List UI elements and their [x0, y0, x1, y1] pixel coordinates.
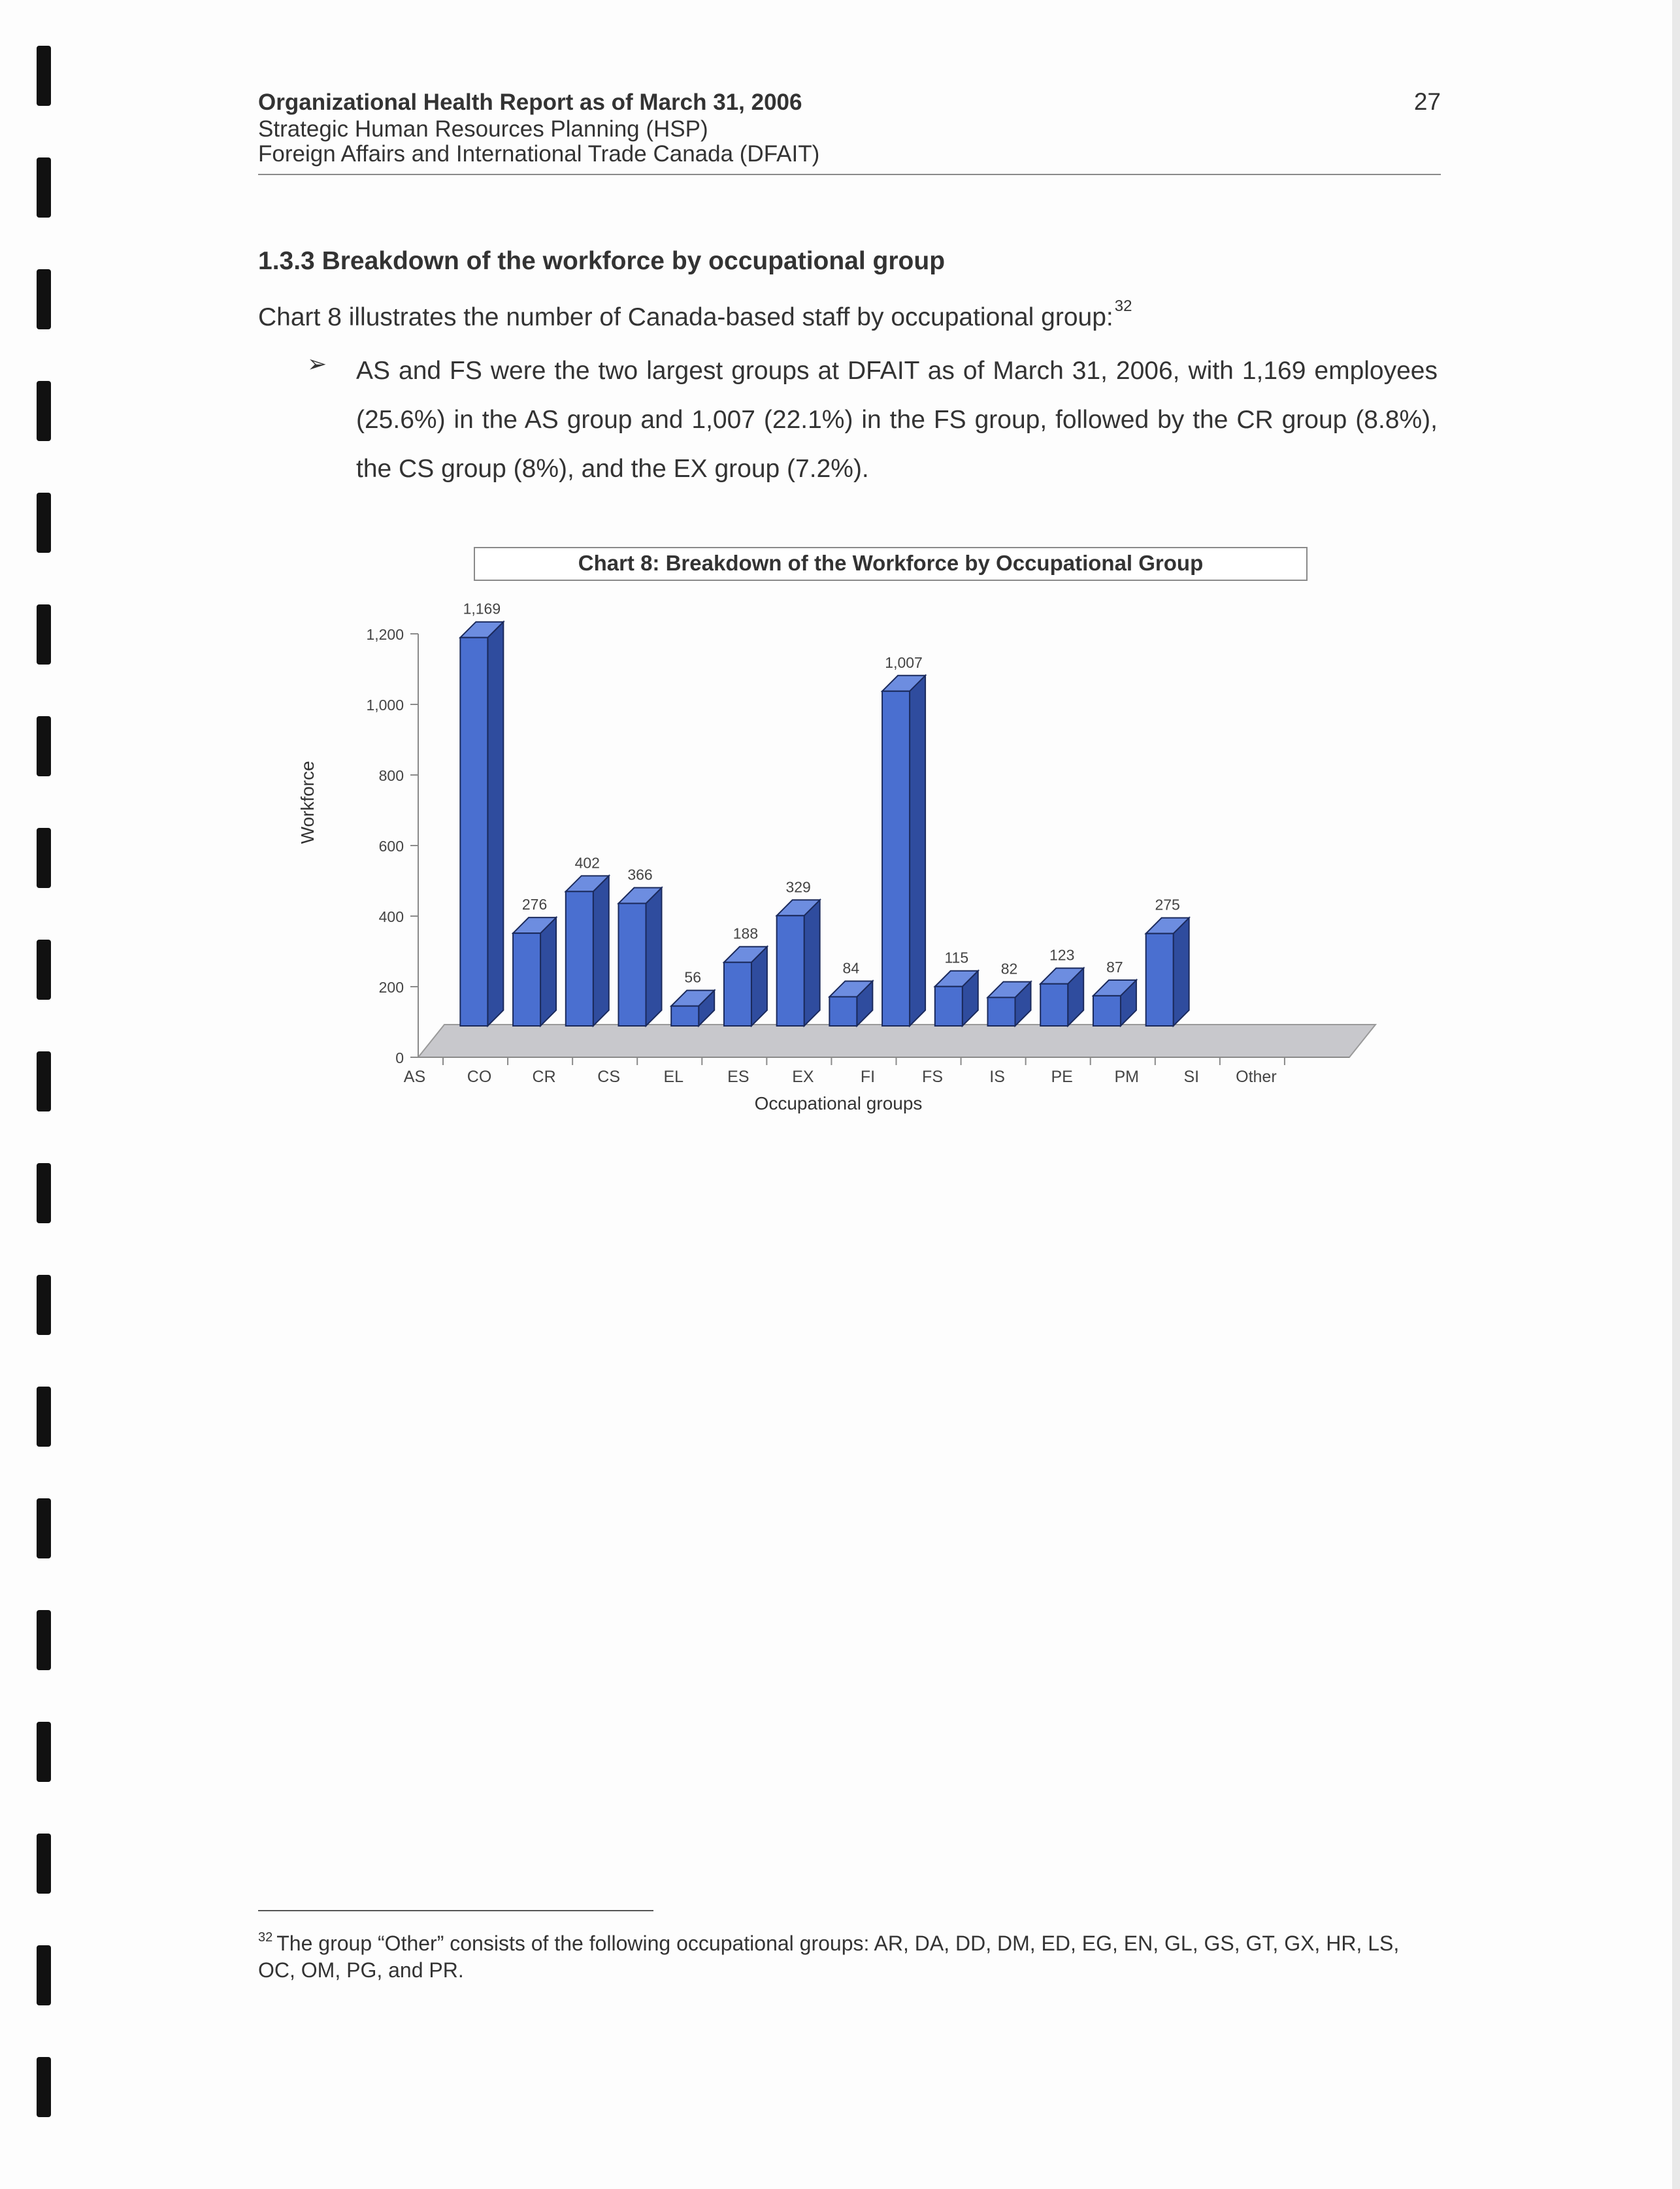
binding-hole [37, 604, 51, 665]
intro-paragraph [258, 297, 1132, 332]
bar-side [804, 900, 820, 1026]
y-tick-label: 800 [378, 767, 404, 784]
chart-floor [418, 1025, 1375, 1057]
data-label: 275 [1155, 896, 1180, 913]
bar [566, 891, 593, 1026]
footnote-rule [258, 1910, 653, 1911]
data-label: 1,169 [463, 600, 501, 617]
header-rule [258, 174, 1441, 175]
bar [1093, 996, 1121, 1026]
data-label: 87 [1106, 958, 1123, 976]
footnote [258, 1924, 1428, 1984]
chart-title: Chart 8: Breakdown of the Workforce by Occupational Group [578, 551, 1204, 575]
data-label: 366 [627, 866, 653, 883]
binding-hole [37, 1722, 51, 1782]
binding-hole [37, 1051, 51, 1111]
binding-hole [37, 716, 51, 776]
page-header [258, 88, 1441, 167]
binding-hole [37, 1834, 51, 1894]
bar [882, 691, 910, 1026]
x-tick-label: SI [1183, 1068, 1200, 1086]
footnote-text: The group “Other” consists of the following occupational groups: AR, DA, DD, DM, ED, EG, EN, GL, GS, GT, GX, HR, LS, OC, OM, PG, and PR. [258, 1932, 1400, 1982]
x-tick-label: PM [1114, 1068, 1139, 1086]
report-title: Organizational Health Report as of March 31, 2006 [258, 90, 802, 115]
y-tick-label: 1,000 [366, 697, 404, 714]
binding-hole [37, 2057, 51, 2117]
data-label: 84 [842, 959, 860, 977]
x-tick-label: CS [597, 1068, 621, 1086]
binding-hole [37, 157, 51, 218]
binding-hole [37, 1387, 51, 1447]
binding-hole [37, 1610, 51, 1670]
data-label: 329 [785, 878, 811, 896]
page-number: 27 [1413, 88, 1441, 115]
department-name: Foreign Affairs and International Trade Canada (DFAIT) [258, 141, 820, 167]
data-label: 1,007 [885, 653, 923, 671]
binding-hole [37, 1163, 51, 1223]
y-axis-label: Workforce [297, 761, 318, 844]
footnote-number: 32 [258, 1930, 273, 1945]
bar-side [593, 876, 609, 1026]
intro-text: Chart 8 illustrates the number of Canada-based staff by occupational group: [258, 303, 1113, 331]
bar [619, 904, 646, 1026]
x-tick-label: PE [1051, 1068, 1073, 1086]
data-label: 123 [1049, 946, 1075, 964]
bar [1040, 984, 1068, 1026]
binding-hole [37, 828, 51, 888]
x-tick-label: Other [1236, 1068, 1277, 1086]
x-axis-label: Occupational groups [754, 1093, 923, 1113]
bar [988, 997, 1015, 1026]
bar [829, 996, 857, 1026]
bar [671, 1006, 699, 1026]
bar-side [1174, 918, 1189, 1026]
bullet-item [307, 346, 1438, 493]
bullet-text: AS and FS were the two largest groups at DFAIT as of March 31, 2006, with 1,169 employees (25.6%) in the AS group and 1,007 (22.1%) in the FS group, followed by the CR group (8.8%), the CS group (8%), and the EX group (7.2%). [356, 357, 1438, 483]
data-label: 188 [733, 925, 759, 942]
x-tick-label: EX [792, 1068, 814, 1086]
binding-hole [37, 269, 51, 329]
data-label: 402 [574, 854, 600, 872]
bar [935, 987, 963, 1026]
bar-side [910, 676, 925, 1026]
y-tick-label: 200 [378, 979, 404, 996]
report-subtitle: Strategic Human Resources Planning (HSP) [258, 116, 708, 142]
plot-area [366, 601, 1375, 1086]
binding-hole [37, 46, 51, 106]
section-heading: 1.3.3 Breakdown of the workforce by occupational group [258, 247, 946, 275]
y-tick-label: 0 [395, 1049, 404, 1066]
bar-side [646, 888, 662, 1026]
x-tick-label: CO [467, 1068, 492, 1086]
binding-hole [37, 1275, 51, 1335]
binding-hole [37, 381, 51, 441]
x-tick-label: FI [860, 1068, 876, 1086]
data-label: 276 [521, 896, 548, 913]
binding-hole [37, 1945, 51, 2005]
data-label: 56 [684, 968, 702, 986]
y-tick-label: 600 [378, 838, 404, 855]
x-tick-label: IS [989, 1068, 1005, 1086]
x-tick-label: AS [403, 1068, 426, 1086]
bar-side [487, 622, 503, 1026]
bar-side [540, 917, 556, 1026]
footnote-ref: 32 [1114, 297, 1132, 315]
page-edge [1672, 0, 1680, 2189]
binding-hole [37, 940, 51, 1000]
arrow-bullet-icon: ➢ [307, 350, 327, 377]
bar [1146, 934, 1174, 1026]
bar [777, 915, 804, 1026]
binding-holes [25, 0, 58, 2189]
x-tick-label: ES [727, 1068, 749, 1086]
y-tick-label: 1,200 [366, 626, 404, 643]
x-tick-label: EL [663, 1068, 684, 1086]
data-label: 82 [1000, 960, 1018, 978]
data-label: 115 [944, 949, 969, 966]
x-tick-label: CR [532, 1068, 556, 1086]
bar [460, 638, 487, 1026]
bar [724, 963, 751, 1026]
y-tick-label: 400 [378, 908, 404, 925]
binding-hole [37, 493, 51, 553]
bar [513, 933, 540, 1026]
x-tick-label: FS [922, 1068, 944, 1086]
bar-chart [288, 539, 1418, 1127]
binding-hole [37, 1498, 51, 1558]
